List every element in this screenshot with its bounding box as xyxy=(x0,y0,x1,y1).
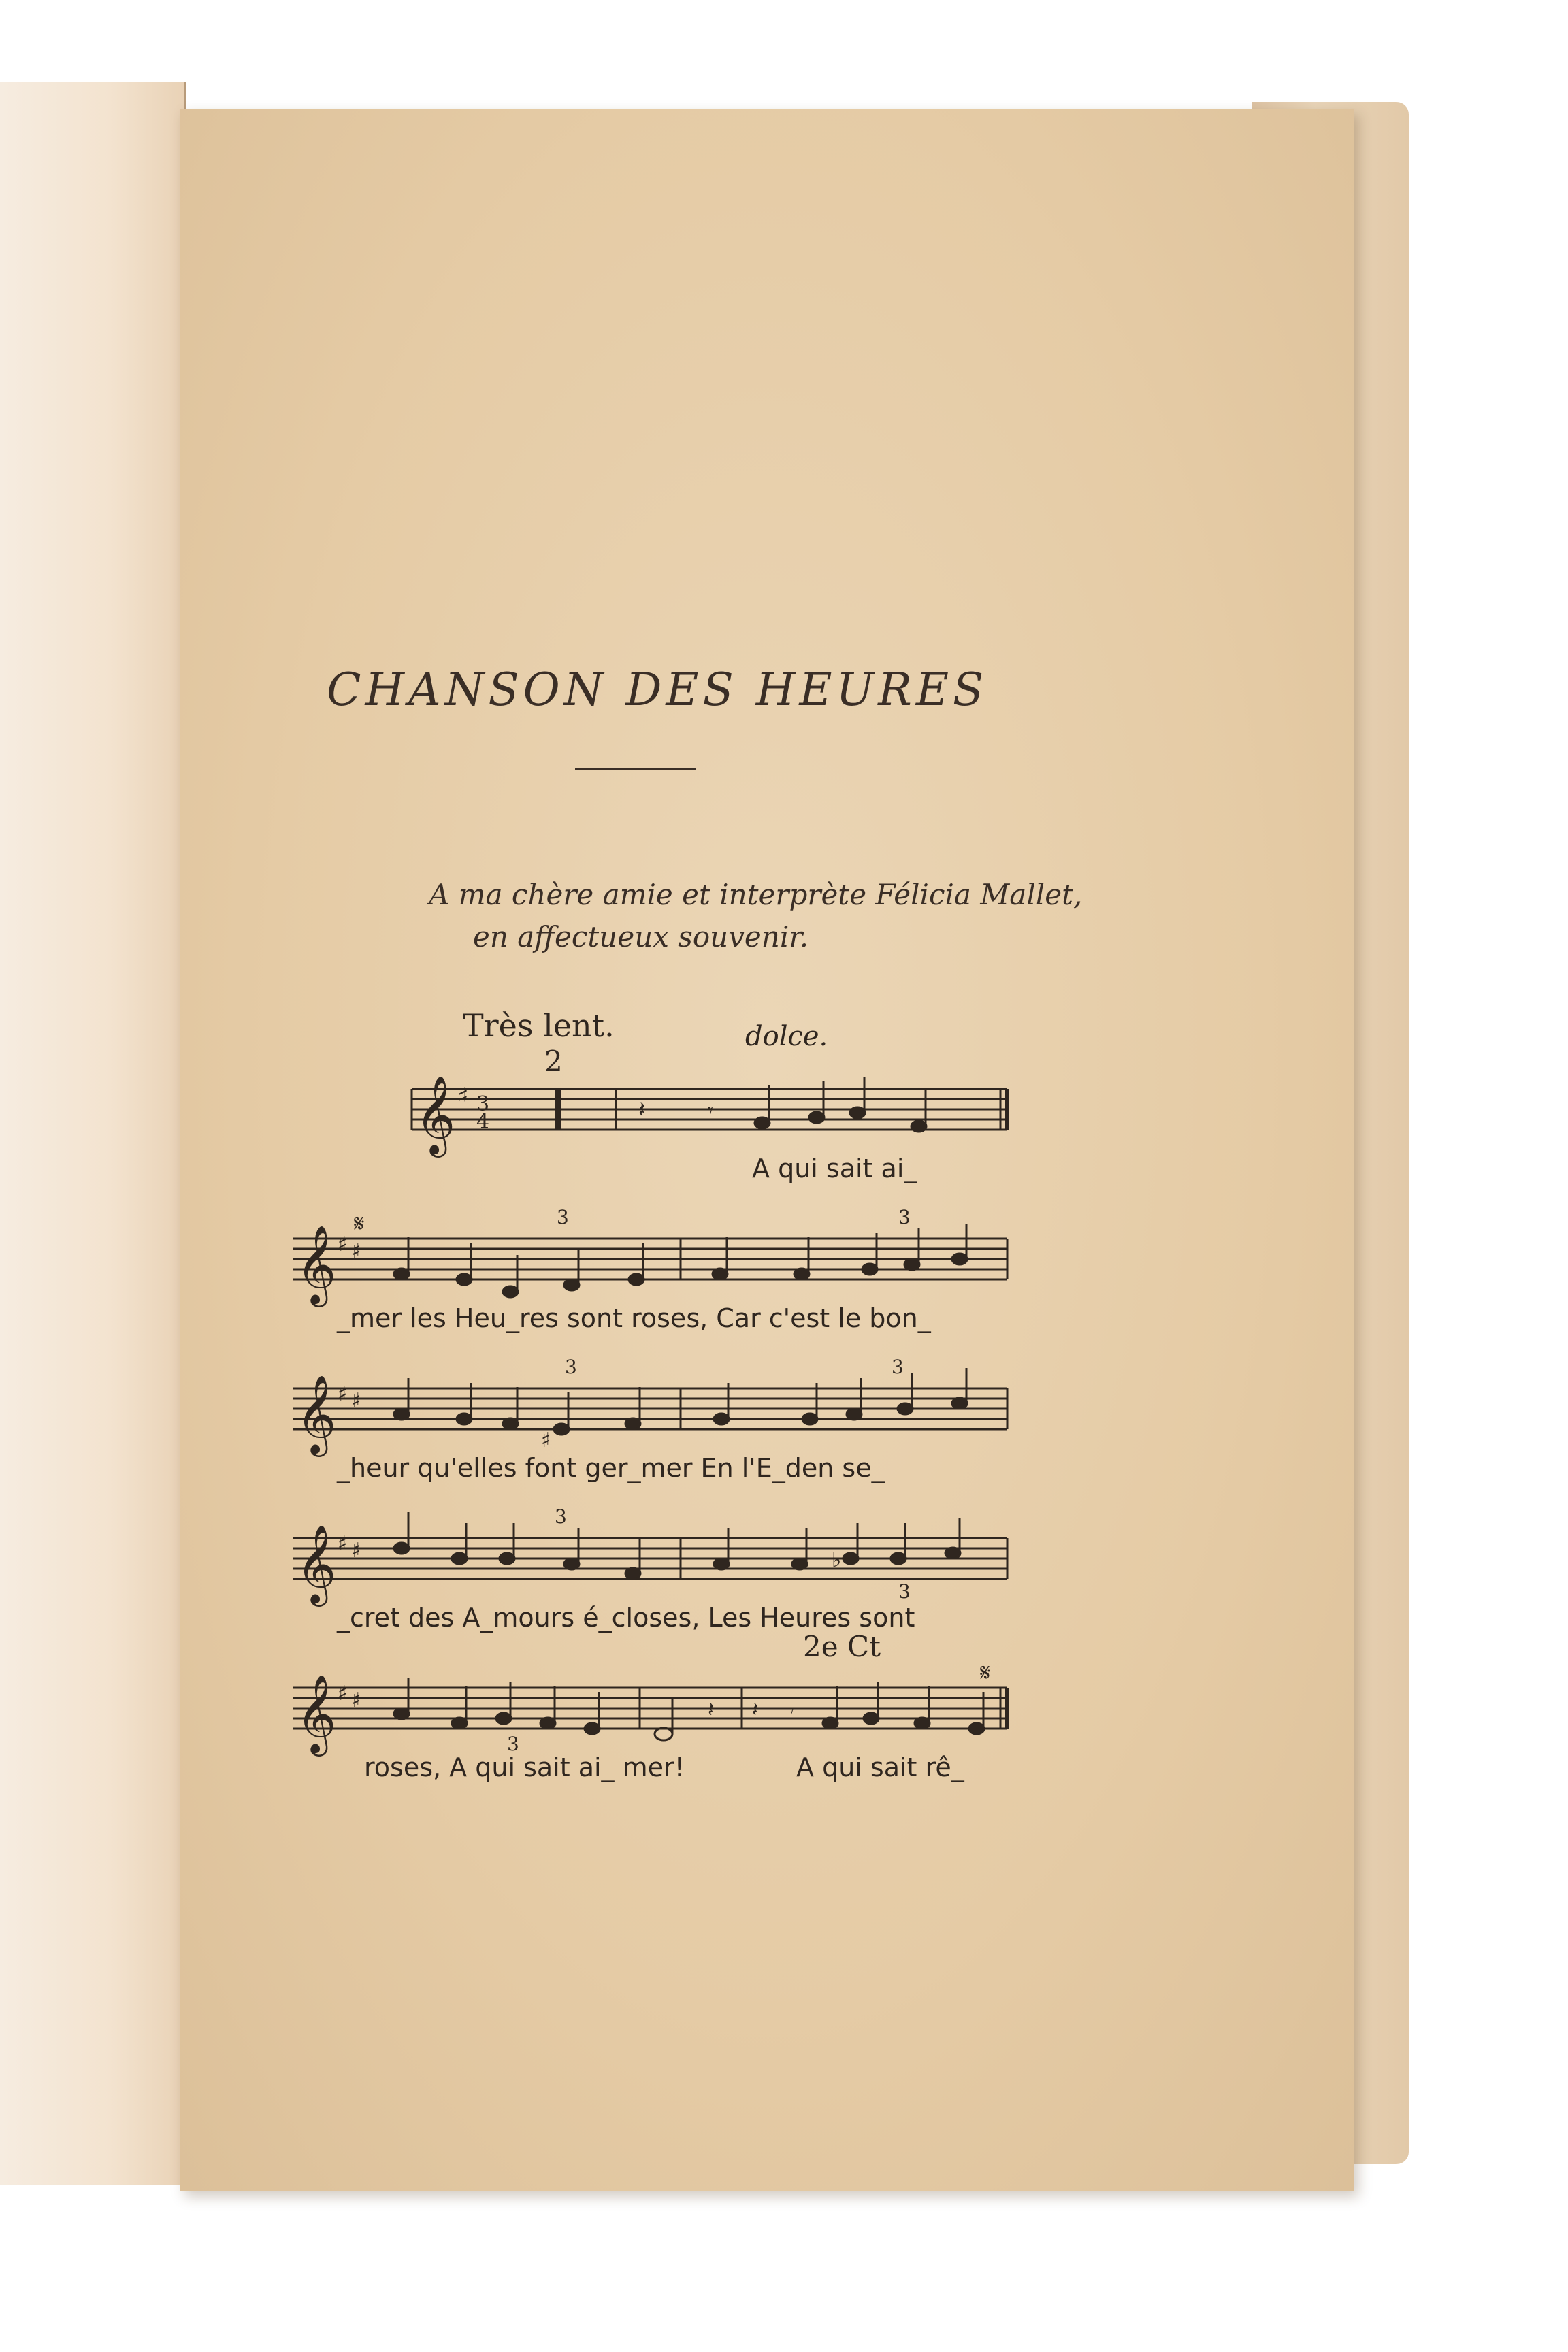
music-staff-3 xyxy=(272,1356,1021,1463)
music-staff-4 xyxy=(272,1505,1021,1613)
music-staff-2 xyxy=(272,1206,1021,1313)
svg-text:♯: ♯ xyxy=(338,1532,348,1556)
svg-text:♭: ♭ xyxy=(832,1548,842,1572)
svg-text:3: 3 xyxy=(565,1356,577,1378)
svg-text:♯: ♯ xyxy=(338,1232,348,1256)
second-couplet-mark: 2e Ct xyxy=(803,1630,881,1663)
svg-text:3: 3 xyxy=(898,1580,911,1603)
tempo-marking: Très lent. xyxy=(463,1007,615,1044)
music-staff-5 xyxy=(272,1661,1021,1763)
lyric-line-5a: roses, A qui sait ai_ mer! xyxy=(364,1752,685,1782)
svg-text:♯: ♯ xyxy=(338,1382,348,1406)
svg-text:♯: ♯ xyxy=(351,1389,361,1413)
staff-notation-2 xyxy=(272,1206,1021,1313)
svg-text:♯: ♯ xyxy=(457,1083,469,1110)
dedication-line-1: A ma chère amie et interprète Félicia Mallet, xyxy=(429,878,1083,911)
lyric-line-2: _mer les Heu_res sont roses, Car c'est le bon_ xyxy=(337,1303,931,1333)
svg-text:♯: ♯ xyxy=(351,1539,361,1563)
staff-notation-5 xyxy=(272,1661,1021,1763)
lyric-line-1: A qui sait ai_ xyxy=(752,1154,917,1183)
expression-marking: dolce. xyxy=(745,1021,828,1052)
svg-text:𝄞: 𝄞 xyxy=(296,1374,337,1454)
svg-text:𝄽: 𝄽 xyxy=(708,1698,715,1722)
svg-text:3: 3 xyxy=(507,1733,519,1755)
music-staff-1 xyxy=(272,1062,1021,1164)
svg-text:3: 3 xyxy=(557,1206,569,1228)
svg-text:𝄋: 𝄋 xyxy=(354,1210,365,1238)
staff-notation-3 xyxy=(272,1356,1021,1463)
svg-text:𝄞: 𝄞 xyxy=(296,1224,337,1304)
svg-text:♯: ♯ xyxy=(541,1428,551,1452)
svg-text:𝄽: 𝄽 xyxy=(752,1698,759,1722)
svg-text:4: 4 xyxy=(476,1110,490,1134)
staff-notation-4 xyxy=(272,1505,1021,1613)
svg-text:𝄞: 𝄞 xyxy=(415,1075,456,1154)
svg-text:𝄋: 𝄋 xyxy=(980,1659,991,1687)
svg-text:♯: ♯ xyxy=(351,1688,361,1712)
svg-text:𝄽: 𝄽 xyxy=(638,1096,646,1124)
lyric-line-4: _cret des A_mours é_closes, Les Heures sont xyxy=(337,1603,915,1633)
svg-text:𝄞: 𝄞 xyxy=(296,1524,337,1603)
staff-notation-1 xyxy=(272,1062,1021,1164)
page-title: CHANSON DES HEURES xyxy=(327,664,988,716)
svg-text:3: 3 xyxy=(476,1092,490,1116)
dedication-line-2: en affectueux souvenir. xyxy=(473,920,809,953)
svg-text:𝄞: 𝄞 xyxy=(296,1673,337,1753)
svg-text:♯: ♯ xyxy=(351,1239,361,1263)
lyric-line-5b: A qui sait rê_ xyxy=(796,1752,964,1782)
svg-text:3: 3 xyxy=(898,1206,911,1228)
svg-text:3: 3 xyxy=(892,1356,904,1378)
svg-text:♯: ♯ xyxy=(338,1682,348,1705)
left-page-edge xyxy=(0,82,186,2185)
measure-rest-number: 2 xyxy=(544,1045,563,1078)
svg-text:𝄾: 𝄾 xyxy=(708,1099,713,1123)
svg-text:3: 3 xyxy=(555,1505,567,1528)
title-rule xyxy=(575,768,696,770)
lyric-line-3: _heur qu'elles font ger_mer En l'E_den se_ xyxy=(337,1453,885,1483)
svg-text:𝄾: 𝄾 xyxy=(789,1701,794,1721)
